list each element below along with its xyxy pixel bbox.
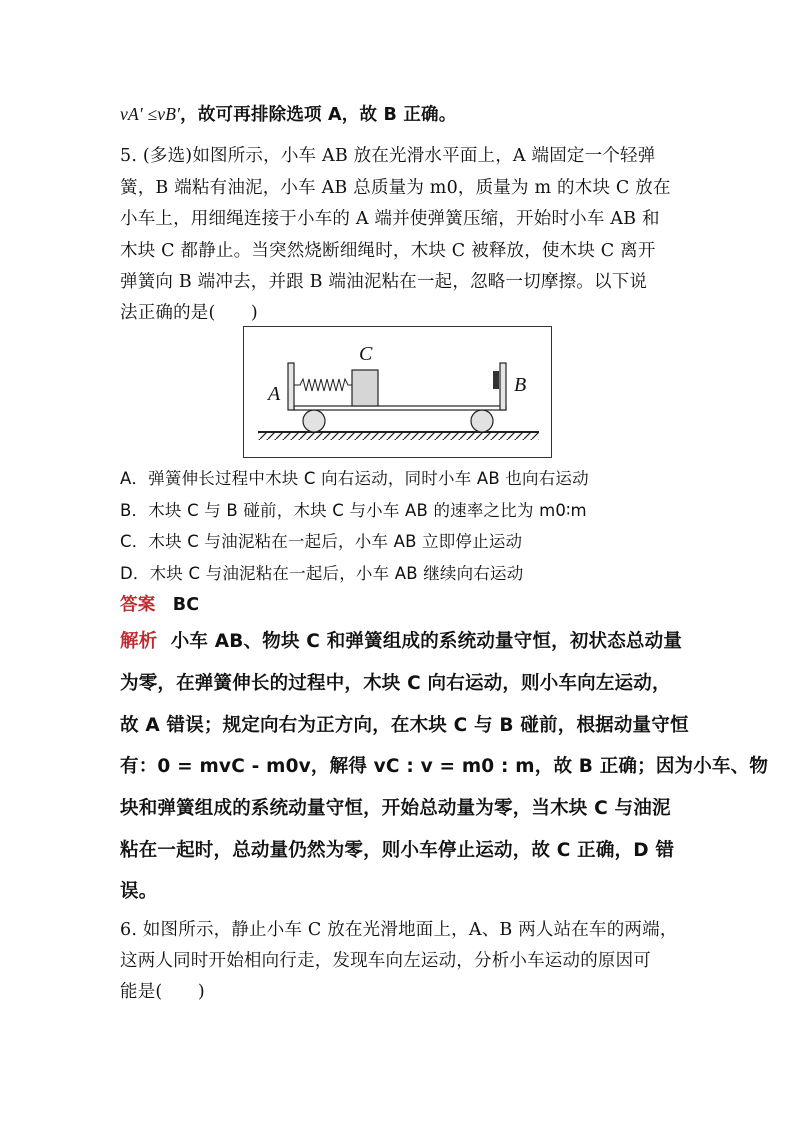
cart-end-a (288, 363, 294, 410)
ground (258, 432, 539, 440)
top-continuation-line (120, 101, 456, 126)
answer-label: 答案 (120, 595, 156, 615)
cart-floor (294, 406, 506, 410)
analysis-label: 解析 (120, 631, 158, 652)
analysis-line-3: 故 A 错误；规定向右为正方向，在木块 C 与 B 碰前，根据动量守恒 (120, 715, 689, 736)
cart-diagram-svg (244, 327, 551, 457)
q5-option-c: C．木块 C 与油泥粘在一起后，小车 AB 立即停止运动 (120, 532, 523, 551)
analysis-line-7: 误。 (120, 881, 158, 902)
label-c: C (359, 343, 373, 365)
q5-line-4: 木块 C 都静止。当突然烧断细绳时，木块 C 被释放，使木块 C 离开 (120, 241, 656, 261)
analysis-text-1: 小车 AB、物块 C 和弹簧组成的系统动量守恒，初状态总动量 (170, 631, 683, 652)
q5-option-d: D．木块 C 与油泥粘在一起后，小车 AB 继续向右运动 (120, 564, 524, 583)
block-c (352, 370, 378, 406)
top-line-text: ，故可再排除选项 A，故 B 正确。 (180, 105, 457, 125)
q6-line-2: 这两人同时开始相向行走，发现车向左运动，分析小车运动的原因可 (120, 951, 651, 971)
q5-option-b: B．木块 C 与 B 碰前，木块 C 与小车 AB 的速率之比为 m0∶m (120, 501, 587, 520)
analysis-line-4: 有：0 = mvC - m0v，解得 vC : v = m0 : m，故 B 正确；因为小车、物 (120, 756, 769, 777)
q6-line-1: 6. 如图所示，静止小车 C 放在光滑地面上，A、B 两人站在车的两端， (120, 920, 678, 940)
answer-line (120, 591, 199, 616)
answer-value: BC (172, 595, 200, 615)
oil-mud (493, 371, 499, 389)
q5-line-2: 簧，B 端粘有油泥，小车 AB 总质量为 m0，质量为 m 的木块 C 放在 (120, 178, 671, 198)
velocity-inequality: vA′ ≤vB′ (120, 104, 181, 124)
analysis-line-2: 为零，在弹簧伸长的过程中，木块 C 向右运动，则小车向左运动， (120, 673, 671, 694)
wheel-right (471, 410, 493, 432)
label-b: B (514, 374, 527, 396)
spring (294, 379, 352, 391)
q5-option-a: A．弹簧伸长过程中木块 C 向右运动，同时小车 AB 也向右运动 (120, 469, 589, 488)
analysis-line-5: 块和弹簧组成的系统动量守恒，开始总动量为零，当木块 C 与油泥 (120, 798, 671, 819)
label-a: A (268, 383, 281, 405)
q5-line-3: 小车上，用细绳连接于小车的 A 端并使弹簧压缩，开始时小车 AB 和 (120, 209, 660, 229)
q5-line-1: 5. (多选)如图所示，小车 AB 放在光滑水平面上，A 端固定一个轻弹 (120, 146, 656, 166)
cart-diagram (243, 326, 552, 458)
cart-end-b (500, 363, 506, 410)
analysis-line-1 (120, 627, 682, 653)
wheel-left (303, 410, 325, 432)
q6-line-3: 能是( ) (120, 982, 205, 1002)
analysis-line-6: 粘在一起时，总动量仍然为零，则小车停止运动，故 C 正确，D 错 (120, 840, 675, 861)
q5-line-5: 弹簧向 B 端冲去，并跟 B 端油泥粘在一起，忽略一切摩擦。以下说 (120, 272, 648, 292)
q5-line-6: 法正确的是( ) (120, 303, 258, 323)
